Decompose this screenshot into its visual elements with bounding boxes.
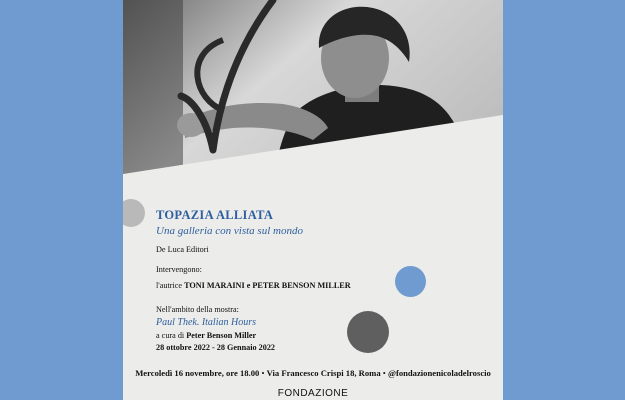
speakers-line	[156, 281, 351, 290]
event-details	[131, 368, 495, 378]
portrait-photo	[123, 0, 503, 400]
decorative-circle-dark	[347, 311, 389, 353]
brand-logo-text: FONDAZIONE	[277, 388, 349, 399]
curator-name: Peter Benson Miller	[186, 331, 257, 340]
decorative-circle-blue	[395, 266, 426, 297]
event-address: Via Francesco Crispi 18, Roma	[266, 368, 381, 378]
event-poster	[123, 0, 503, 400]
interventions-label: Intervengono:	[156, 265, 202, 274]
curator-prefix: a cura di	[156, 331, 185, 340]
separator-dot: •	[261, 368, 265, 378]
book-title: TOPAZIA ALLIATA	[156, 208, 274, 222]
curator-line	[156, 331, 256, 340]
exhibition-context: Nell'ambito della mostra:	[156, 305, 239, 314]
speakers-prefix: l'autrice	[156, 281, 183, 290]
speakers-names: TONI MARAINI e PETER BENSON MILLER	[184, 281, 351, 290]
social-handle[interactable]: @fondazionenicoladelroscio	[387, 368, 491, 378]
book-subtitle: Una galleria con vista sul mondo	[156, 225, 303, 237]
event-day: Mercoledì 16 novembre, ore 18.00	[135, 368, 260, 378]
exhibition-dates: 28 ottobre 2022 - 28 Gennaio 2022	[156, 343, 276, 352]
exhibition-title: Paul Thek. Italian Hours	[156, 317, 256, 328]
publisher: De Luca Editori	[156, 245, 209, 254]
separator-dot: •	[382, 368, 386, 378]
